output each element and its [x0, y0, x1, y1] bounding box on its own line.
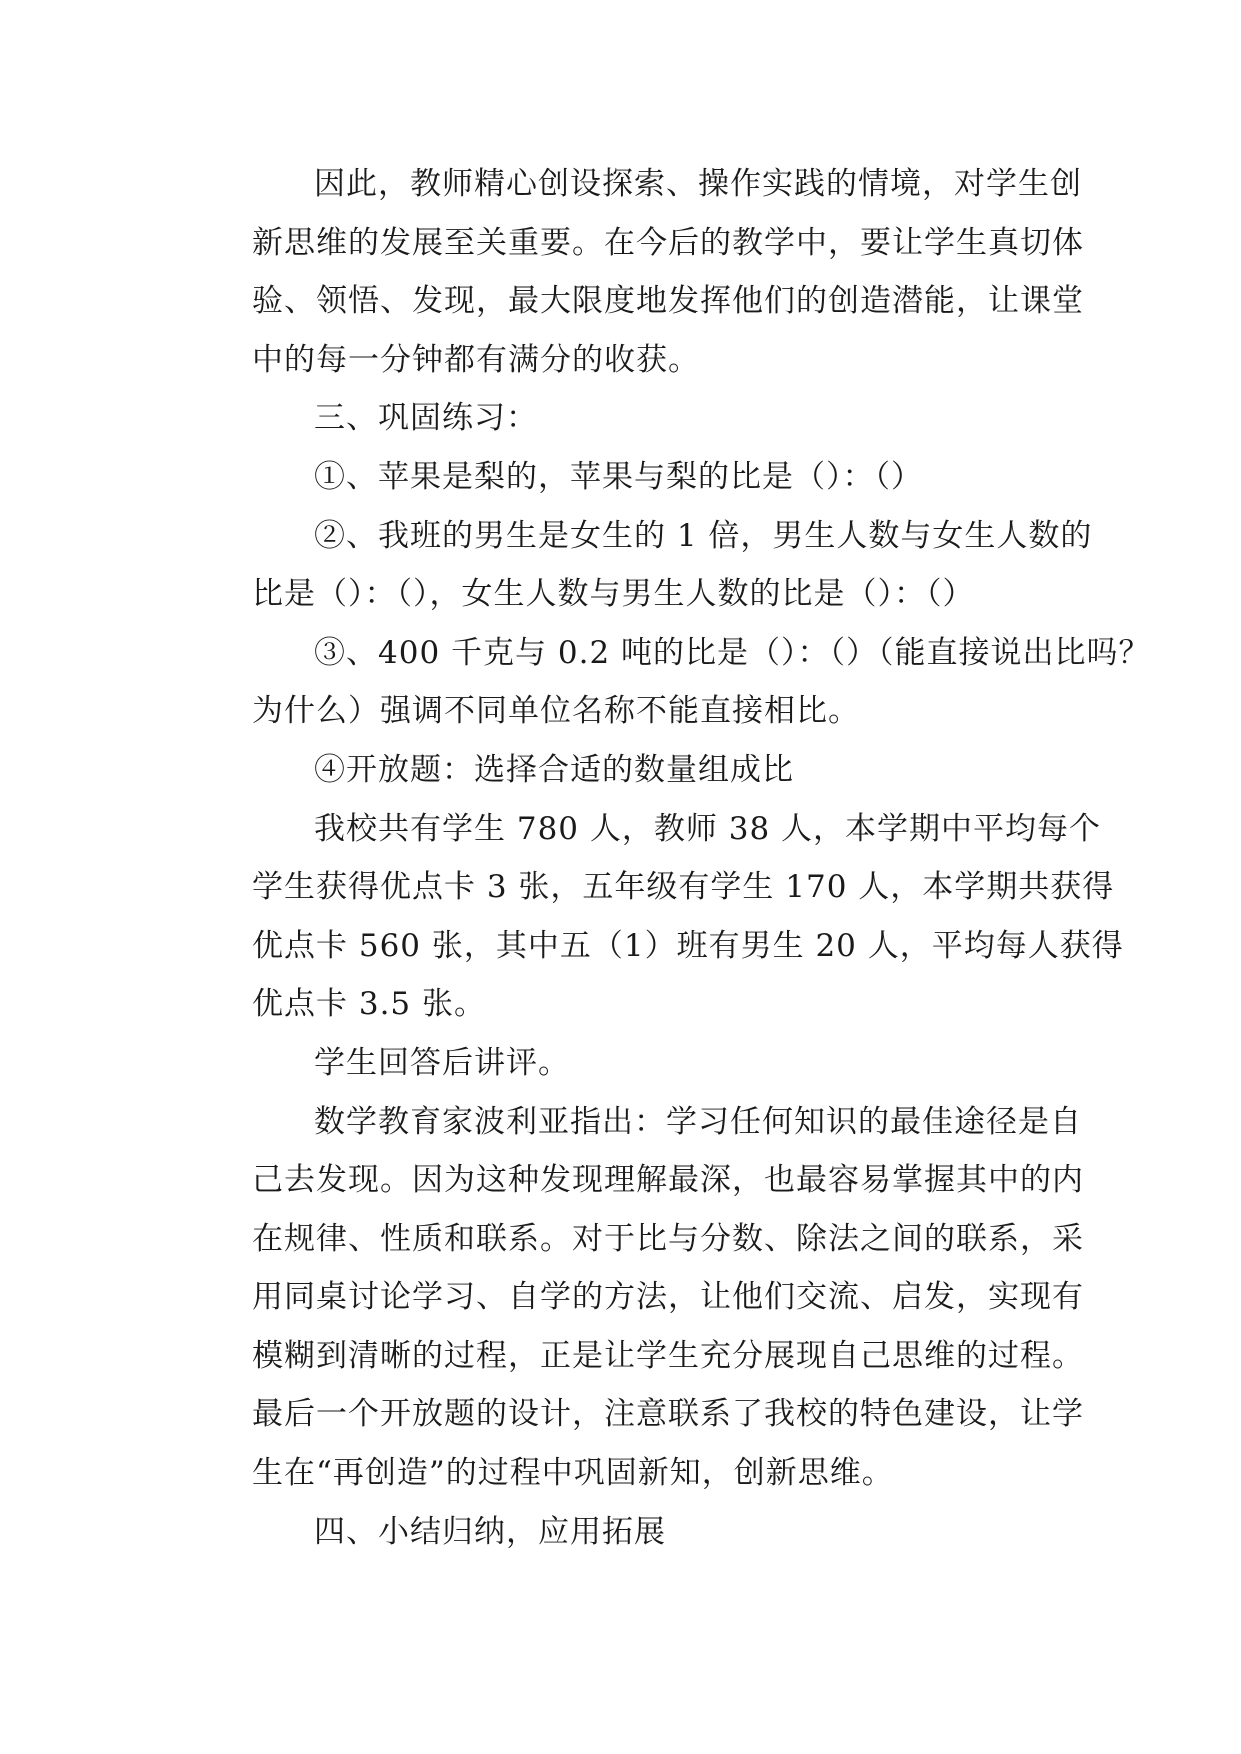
text-line: 学生获得优点卡 3 张，五年级有学生 170 人，本学期共获得	[252, 869, 1115, 906]
text-line: ①、苹果是梨的，苹果与梨的比是（）：（）	[314, 458, 923, 495]
text-line: 新思维的发展至关重要。在今后的教学中，要让学生真切体	[252, 224, 1084, 261]
text-line: 用同桌讨论学习、自学的方法，让他们交流、启发，实现有	[252, 1279, 1084, 1316]
text-line: 优点卡 560 张，其中五（1）班有男生 20 人，平均每人获得	[252, 927, 1124, 964]
text-line: 模糊到清晰的过程，正是让学生充分展现自己思维的过程。	[252, 1337, 1084, 1374]
text-line: 中的每一分钟都有满分的收获。	[252, 341, 700, 378]
exercise-item-3	[190, 624, 1151, 741]
text-line: ④开放题：选择合适的数量组成比	[314, 751, 794, 788]
text-line: 最后一个开放题的设计，注意联系了我校的特色建设，让学	[252, 1396, 1084, 1433]
exercise-item-2	[190, 507, 1093, 624]
text-line: ②、我班的男生是女生的 1 倍，男生人数与女生人数的	[314, 517, 1093, 554]
paragraph-review	[190, 1034, 1070, 1093]
section-heading-summary	[190, 1503, 1070, 1562]
text-line: 数学教育家波利亚指出：学习任何知识的最佳途径是自	[314, 1103, 1082, 1140]
paragraph-conclusion	[190, 155, 1084, 389]
text-line: 比是（）：（），女生人数与男生人数的比是（）：（）	[252, 576, 975, 613]
text-line: 优点卡 3.5 张。	[252, 986, 487, 1023]
open-question-body	[190, 800, 1124, 1034]
paragraph-polya	[190, 1093, 1084, 1503]
text-line: 因此，教师精心创设探索、操作实践的情境，对学生创	[314, 166, 1082, 202]
section-heading-practice	[190, 389, 1070, 448]
text-line: 我校共有学生 780 人，教师 38 人，本学期中平均每个	[314, 810, 1102, 847]
text-line: 生在“再创造”的过程中巩固新知，创新思维。	[252, 1455, 894, 1492]
exercise-item-4	[190, 741, 1070, 800]
text-line: ③、400 千克与 0.2 吨的比是（）：（）（能直接说出比吗？	[314, 634, 1151, 671]
text-line: 在规律、性质和联系。对于比与分数、除法之间的联系，采	[252, 1220, 1084, 1257]
text-line: 为什么）强调不同单位名称不能直接相比。	[252, 693, 860, 730]
text-line: 四、小结归纳，应用拓展	[314, 1513, 666, 1550]
exercise-item-1	[190, 448, 1070, 507]
text-line: 学生回答后讲评。	[314, 1044, 570, 1081]
text-line: 己去发现。因为这种发现理解最深，也最容易掌握其中的内	[252, 1162, 1084, 1199]
document-page	[190, 155, 1151, 1561]
text-line: 三、巩固练习：	[314, 400, 538, 437]
text-line: 验、领悟、发现，最大限度地发挥他们的创造潜能，让课堂	[252, 283, 1084, 320]
